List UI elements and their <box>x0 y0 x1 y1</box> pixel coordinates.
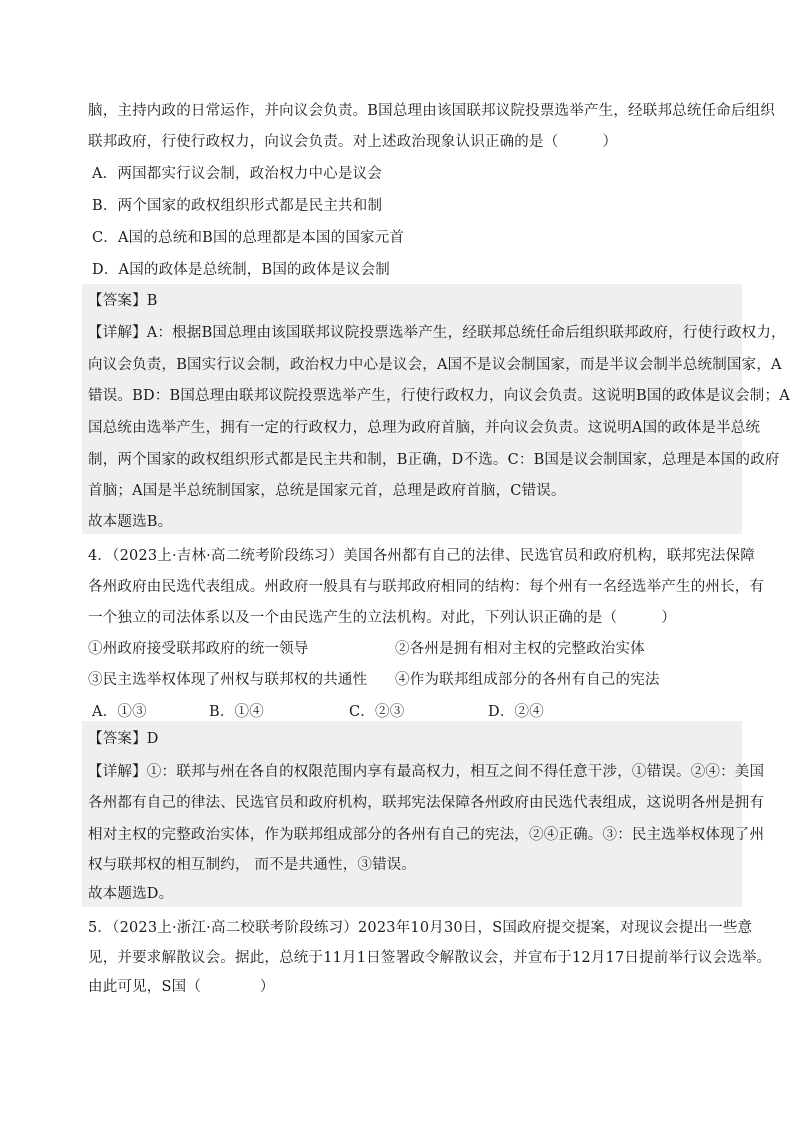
q4-analysis-line-4: 权与联邦权的相互制约， 而不是共通性，③错误。 <box>88 857 417 873</box>
q4-statement-4: ④作为联邦组成部分的各州有自己的宪法 <box>395 672 660 688</box>
q4-analysis-line-1: 【详解】①：联邦与州在各自的权限范围内享有最高权力，相互之间不得任意干涉，①错误。②④：美国 <box>88 764 765 780</box>
q3-analysis-line-4: 国总统由选举产生，拥有一定的行政权力，总理为政府首脑，并向议会负责。这说明A国的政体是半总统 <box>88 420 761 436</box>
q3-conclusion: 故本题选B。 <box>88 514 173 530</box>
q3-option-d: D．A国的政体是总统制，B国的政体是议会制 <box>92 262 390 278</box>
q3-analysis-line-6: 首脑；A国是半总统制国家，总统是国家元首，总理是政府首脑，C错误。 <box>88 483 566 499</box>
q4-conclusion: 故本题选D。 <box>88 886 174 902</box>
q4-statement-1: ①州政府接受联邦政府的统一领导 <box>88 641 309 657</box>
q4-answer: 【答案】D <box>88 731 159 747</box>
q3-option-c: C．A国的总统和B国的总理都是本国的国家元首 <box>92 230 405 246</box>
q4-choice-a: A．①③ <box>92 704 147 720</box>
q3-option-b: B．两个国家的政权组织形式都是民主共和制 <box>92 198 383 214</box>
q4-statement-2: ②各州是拥有相对主权的完整政治实体 <box>395 641 645 657</box>
q4-choice-c: C．②③ <box>349 704 405 720</box>
q3-analysis-line-2: 向议会负责，B国实行议会制，政治权力中心是议会，A国不是议会制国家，而是半议会制半总统制国家，A <box>88 357 782 373</box>
q3-option-a: A．两国都实行议会制，政治权力中心是议会 <box>92 166 382 182</box>
q3-analysis-line-3: 错误。BD：B国总理由联邦议院投票选举产生，行使行政权力，向议会负责。这说明B国的政体是议会制；A <box>88 388 790 404</box>
q3-analysis-line-5: 制，两个国家的政权组织形式都是民主共和制，B正确，D不选。C：B国是议会制国家，总理是本国的政府 <box>88 452 780 468</box>
q5-stem-line-2: 见，并要求解散议会。据此，总统于11月1日签署政令解散议会，并宣布于12月17日提前举行议会选举。 <box>88 950 772 966</box>
q4-choice-b: B．①④ <box>209 704 264 720</box>
q3-stem-line-2: 联邦政府，行使行政权力，向议会负责。对上述政治现象认识正确的是（ ） <box>88 134 618 150</box>
q4-stem-line-3: 一个独立的司法体系以及一个由民选产生的立法机构。对此，下列认识正确的是（ ） <box>88 610 676 626</box>
q5-stem-line-1: 5．（2023上·浙江·高二校联考阶段练习）2023年10月30日，S国政府提交提案，对现议会提出一些意 <box>88 920 753 936</box>
q3-stem-line-1: 脑，主持内政的日常运作，并向议会负责。B国总理由该国联邦议院投票选举产生，经联邦总统任命后组织 <box>88 103 776 119</box>
q4-analysis-line-3: 相对主权的完整政治实体，作为联邦组成部分的各州有自己的宪法，②④正确。③：民主选举权体现了州 <box>88 827 765 843</box>
q4-stem-line-2: 各州政府由民选代表组成。州政府一般具有与联邦政府相同的结构：每个州有一名经选举产生的州长，有 <box>88 579 765 595</box>
q4-choice-d: D．②④ <box>488 704 544 720</box>
q5-stem-line-3: 由此可见，S国（ ） <box>88 979 275 995</box>
q3-answer: 【答案】B <box>88 293 158 309</box>
q4-statement-3: ③民主选举权体现了州权与联邦权的共通性 <box>88 672 368 688</box>
q4-analysis-line-2: 各州都有自己的律法、民选官员和政府机构，联邦宪法保障各州政府由民选代表组成，这说明各州是拥有 <box>88 795 765 811</box>
q4-answer-box <box>82 721 742 907</box>
q3-analysis-line-1: 【详解】A：根据B国总理由该国联邦议院投票选举产生，经联邦总统任命后组织联邦政府，行使行政权力， <box>88 325 786 341</box>
q4-stem-line-1: 4．（2023上·吉林·高二统考阶段练习）美国各州都有自己的法律、民选官员和政府机构，联邦宪法保障 <box>88 548 755 564</box>
